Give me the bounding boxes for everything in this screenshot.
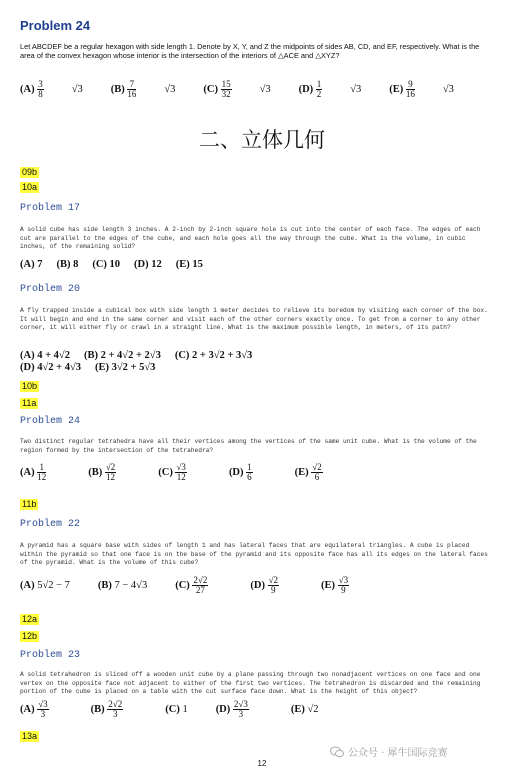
denominator: 12	[176, 472, 186, 482]
numerator: √2	[268, 575, 279, 585]
choice-value: 5√2 − 7	[37, 579, 70, 591]
problem-title: Problem 24	[20, 18, 91, 33]
numerator: 2√2	[108, 699, 123, 709]
numerator: √2	[105, 462, 116, 472]
answer-choices	[20, 350, 266, 361]
fraction	[268, 576, 293, 595]
radical: √3	[259, 83, 271, 95]
answer-choice	[158, 462, 215, 482]
answer-choice	[291, 704, 333, 715]
answer-choice	[203, 79, 284, 99]
tag-label: 09b	[22, 167, 38, 177]
choice-label: (D)	[250, 579, 268, 591]
denominator: 9	[271, 585, 276, 595]
choice-label: (B)	[88, 466, 105, 478]
numerator: 1	[316, 79, 322, 89]
choice-label: (C)	[175, 579, 193, 591]
answer-choice	[389, 79, 468, 99]
choice-label: (E)	[321, 579, 338, 591]
choice-label: (C)	[203, 83, 221, 95]
answer-choice	[298, 79, 376, 99]
fraction	[127, 80, 150, 99]
choice-value: 1	[182, 703, 188, 715]
answer-choice	[176, 259, 203, 270]
radical: √3	[442, 83, 454, 95]
answer-choice	[134, 259, 162, 270]
choice-text: (D) 4√2 + 4√3	[20, 362, 81, 373]
tag-label: 10b	[22, 381, 38, 391]
fraction	[338, 576, 363, 595]
tag-label: 13a	[22, 731, 38, 741]
radical: √3	[164, 83, 176, 95]
problem-title: Problem 23	[20, 650, 81, 661]
fraction	[192, 576, 222, 595]
choice-text: (B) 2 + 4√2 + 2√3	[83, 350, 161, 361]
answer-choices	[20, 362, 169, 373]
problem-title: Problem 17	[20, 203, 81, 214]
denominator: 32	[221, 89, 231, 99]
answer-choice	[228, 462, 281, 482]
watermark	[330, 744, 448, 759]
answer-choices	[20, 259, 217, 270]
choice-value: √2	[307, 703, 319, 715]
answer-choice	[215, 699, 277, 719]
choice-text: (A) 4 + 4√2	[20, 350, 70, 361]
tag-label: 12a	[22, 614, 38, 624]
answer-choice	[321, 575, 377, 595]
numerator: 2√3	[233, 699, 248, 709]
tag-label: 11a	[22, 398, 37, 408]
radical: √3	[71, 83, 83, 95]
answer-choice	[92, 259, 120, 270]
numerator: √3	[338, 575, 349, 585]
choice-text: (C) 2 + 3√2 + 3√3	[174, 350, 253, 361]
fraction	[37, 700, 62, 719]
fraction	[246, 463, 267, 482]
problem-text: A pyramid has a square base with sides of length 1 and has lateral faces that are equilateral triangles. A cube is placed within the pyramid so that one face is on the base of the pyramid and its opposite face has all its edges on the lateral faces of the pyramid. What is the volume of this cube?	[20, 542, 488, 567]
answer-choices	[20, 700, 346, 719]
fraction	[311, 463, 336, 482]
answer-choice	[20, 362, 81, 373]
choice-text: (E) 15	[175, 259, 203, 270]
choice-label: (E)	[389, 83, 406, 95]
choice-text: (A) 7	[20, 259, 43, 270]
answer-choice	[20, 462, 74, 482]
numerator: 9	[406, 80, 415, 90]
problem-title: Problem 24	[20, 416, 81, 427]
choice-label: (C)	[158, 466, 176, 478]
choice-label: (A)	[20, 579, 38, 591]
choice-text: (E) 3√2 + 5√3	[94, 362, 156, 373]
fraction	[316, 80, 337, 99]
answer-choice	[98, 580, 161, 591]
problem-text: A solid tetrahedron is sliced off a wooden unit cube by a plane passing through two nonadjacent vertices on one face and one vertex on the opposite face not adjacent to either of the first two vertices. The tetrahedron is discarded and the remaining portion of the cube is placed on a table with the cut surface face down. What is the height of this object?	[20, 671, 481, 696]
fraction	[233, 700, 263, 719]
fraction	[175, 463, 200, 482]
tag-label: 11b	[22, 499, 37, 509]
wechat-icon	[330, 746, 344, 758]
choice-label: (B)	[110, 83, 128, 95]
problem-text: A solid cube has side length 3 inches. A 2-inch by 2-inch square hole is cut into the center of each face. The edges of each cut are parallel to the edges of the cube, and each hole goes all the way through the cube. What is the volume, in cubic inches, of the remaining solid?	[20, 226, 481, 251]
fraction	[37, 463, 60, 482]
answer-choice	[20, 259, 42, 270]
denominator: 16	[405, 89, 415, 99]
choice-value: 7 − 4√3	[114, 579, 148, 591]
denominator: 3	[113, 709, 118, 719]
numerator: 1	[247, 462, 252, 472]
fraction	[221, 80, 246, 99]
answer-choice	[175, 350, 252, 361]
answer-choices	[20, 576, 391, 595]
denominator: 16	[127, 89, 137, 99]
problem-text: Two distinct regular tetrahedra have all their vertices among the vertices of the same unit cube. What is the volume of the region formed by the intersection of the tetrahedra?	[20, 438, 477, 454]
numerator: 15	[221, 79, 231, 89]
choice-text: (D) 12	[134, 259, 162, 270]
choice-label: (D)	[298, 83, 316, 95]
numerator: 3	[38, 79, 43, 89]
tag-label: 10a	[22, 182, 38, 192]
choice-label: (A)	[20, 83, 38, 95]
page-number: 12	[257, 759, 267, 768]
numerator: 1	[37, 463, 46, 473]
denominator: 3	[40, 709, 46, 719]
denominator: 12	[106, 472, 116, 482]
problem-title: Problem 20	[20, 284, 81, 295]
numerator: √3	[38, 699, 48, 709]
answer-choice	[84, 350, 161, 361]
fraction	[107, 700, 137, 719]
answer-choice	[20, 699, 77, 719]
numerator: 7	[127, 80, 136, 90]
answer-choice	[294, 462, 351, 482]
choice-text: (B) 8	[56, 259, 79, 270]
denominator: 9	[341, 585, 346, 595]
numerator: √2	[312, 462, 322, 472]
numerator: √3	[176, 462, 186, 472]
denominator: 6	[314, 472, 320, 482]
answer-choice	[165, 704, 201, 715]
choice-label: (B)	[90, 703, 108, 715]
answer-choice	[20, 79, 97, 99]
answer-choice	[88, 462, 144, 482]
denominator: 12	[37, 472, 47, 482]
problem-text: Let ABCDEF be a regular hexagon with side length 1. Denote by X, Y, and Z the midpoints of sides AB, CD, and EF, respectively. What is the area of the convex hexagon whose interior is the intersection of the interiors of △ACE and △XYZ?	[20, 42, 480, 60]
answer-choice	[175, 575, 236, 595]
denominator: 27	[195, 585, 205, 595]
fraction	[105, 463, 130, 482]
radical: √3	[350, 83, 362, 95]
choice-label: (C)	[165, 703, 183, 715]
choice-label: (E)	[290, 703, 308, 715]
answer-choices	[20, 80, 482, 99]
choice-text: (C) 10	[92, 259, 121, 270]
answer-choice	[56, 259, 78, 270]
answer-choice	[20, 350, 70, 361]
choice-label: (D)	[215, 703, 233, 715]
choice-label: (A)	[20, 466, 38, 478]
section-title: 二、立体几何	[199, 128, 325, 152]
answer-choices	[20, 463, 365, 482]
choice-label: (D)	[228, 466, 247, 478]
answer-choice	[20, 580, 84, 591]
fraction	[406, 80, 429, 99]
choice-label: (B)	[97, 579, 115, 591]
fraction	[37, 80, 58, 99]
denominator: 6	[247, 472, 252, 482]
denominator: 3	[238, 709, 244, 719]
watermark-text: 公众号 · 犀牛国际竞赛	[348, 748, 448, 759]
denominator: 2	[316, 89, 322, 99]
choice-label: (A)	[20, 703, 38, 715]
tag-label: 12b	[22, 631, 38, 641]
numerator: 2√2	[193, 575, 208, 585]
answer-choice	[90, 699, 152, 719]
denominator: 8	[38, 89, 43, 99]
problem-title: Problem 22	[20, 519, 81, 530]
choice-label: (E)	[294, 466, 312, 478]
problem-text: A fly trapped inside a cubical box with side length 1 meter decides to relieve its boredom by visiting each corner of the box. It will begin and end in the same corner and visit each of the other corners exactly once. To get from a corner to any other corner, it will either fly or crawl in a straight line. What is the maximum possible length, in meters, of its path?	[20, 307, 488, 332]
answer-choice	[250, 575, 307, 595]
answer-choice	[95, 362, 155, 373]
answer-choice	[110, 79, 190, 99]
